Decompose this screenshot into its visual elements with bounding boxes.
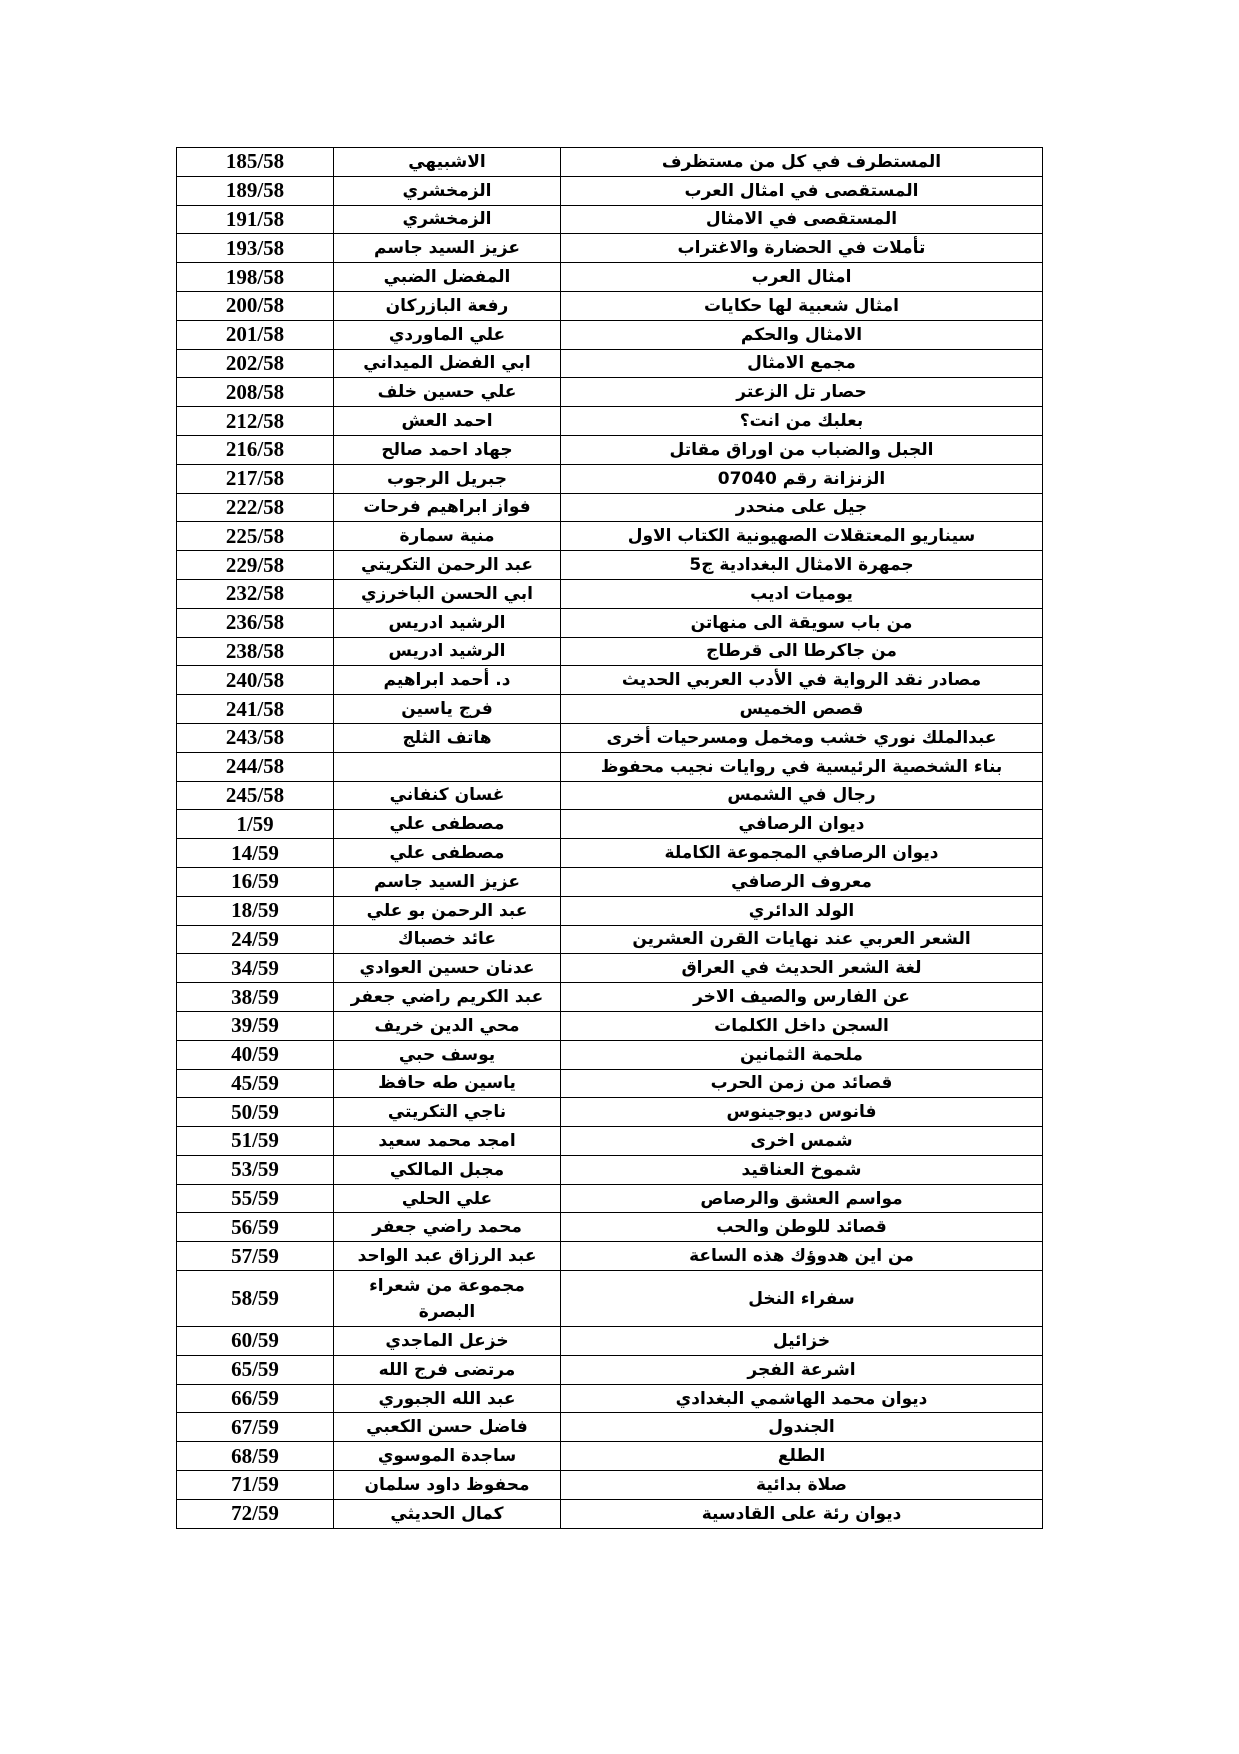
title-cell: المستقصى في امثال العرب <box>561 176 1043 205</box>
code-cell: 55/59 <box>177 1184 334 1213</box>
catalog-body <box>177 148 1043 1529</box>
table-row <box>177 1184 1043 1213</box>
author-cell: هاتف الثلج <box>334 723 561 752</box>
author-cell: عبد الله الجبوري <box>334 1384 561 1413</box>
author-cell: علي حسين خلف <box>334 378 561 407</box>
title-cell: فانوس ديوجينوس <box>561 1098 1043 1127</box>
author-cell: ياسين طه حافظ <box>334 1069 561 1098</box>
author-cell: فرج ياسين <box>334 695 561 724</box>
code-cell: 51/59 <box>177 1127 334 1156</box>
author-cell: جهاد احمد صالح <box>334 435 561 464</box>
title-cell: حصار تل الزعتر <box>561 378 1043 407</box>
code-cell: 39/59 <box>177 1011 334 1040</box>
author-cell: عزيز السيد جاسم <box>334 867 561 896</box>
author-cell: محمد راضي جعفر <box>334 1213 561 1242</box>
title-cell: مواسم العشق والرصاص <box>561 1184 1043 1213</box>
code-cell: 58/59 <box>177 1271 334 1327</box>
code-cell: 217/58 <box>177 464 334 493</box>
author-cell: فواز ابراهيم فرحات <box>334 493 561 522</box>
code-cell: 243/58 <box>177 723 334 752</box>
author-cell: كمال الحديثي <box>334 1499 561 1528</box>
title-cell: من جاكرطا الى قرطاج <box>561 637 1043 666</box>
code-cell: 191/58 <box>177 205 334 234</box>
table-row <box>177 1155 1043 1184</box>
title-cell: سفراء النخل <box>561 1271 1043 1327</box>
table-row <box>177 1098 1043 1127</box>
table-row <box>177 1271 1043 1327</box>
table-row <box>177 1040 1043 1069</box>
table-row <box>177 666 1043 695</box>
author-cell: مصطفى علي <box>334 839 561 868</box>
code-cell: 225/58 <box>177 522 334 551</box>
title-cell: خزائيل <box>561 1327 1043 1356</box>
table-row <box>177 1442 1043 1471</box>
table-row <box>177 263 1043 292</box>
table-row <box>177 896 1043 925</box>
code-cell: 67/59 <box>177 1413 334 1442</box>
author-cell: عزيز السيد جاسم <box>334 234 561 263</box>
table-row <box>177 867 1043 896</box>
title-cell: معروف الرصافي <box>561 867 1043 896</box>
author-cell: عبد الكريم راضي جعفر <box>334 983 561 1012</box>
title-cell: من اين هدوؤك هذه الساعة <box>561 1242 1043 1271</box>
code-cell: 72/59 <box>177 1499 334 1528</box>
table-row <box>177 925 1043 954</box>
title-cell: عبدالملك نوري خشب ومخمل ومسرحيات أخرى <box>561 723 1043 752</box>
table-row <box>177 205 1043 234</box>
code-cell: 185/58 <box>177 148 334 177</box>
title-cell: شمس اخرى <box>561 1127 1043 1156</box>
title-cell: السجن داخل الكلمات <box>561 1011 1043 1040</box>
code-cell: 60/59 <box>177 1327 334 1356</box>
author-cell: امجد محمد سعيد <box>334 1127 561 1156</box>
code-cell: 50/59 <box>177 1098 334 1127</box>
author-cell: د. أحمد ابراهيم <box>334 666 561 695</box>
table-row <box>177 1242 1043 1271</box>
code-cell: 1/59 <box>177 810 334 839</box>
table-row <box>177 234 1043 263</box>
table-row <box>177 637 1043 666</box>
title-cell: بناء الشخصية الرئيسية في روايات نجيب محفوظ <box>561 752 1043 781</box>
author-cell: احمد العش <box>334 407 561 436</box>
table-row <box>177 1413 1043 1442</box>
author-cell: ناجي التكريتي <box>334 1098 561 1127</box>
table-row <box>177 579 1043 608</box>
table-row <box>177 1499 1043 1528</box>
code-cell: 238/58 <box>177 637 334 666</box>
code-cell: 232/58 <box>177 579 334 608</box>
code-cell: 200/58 <box>177 291 334 320</box>
author-cell: ابي الحسن الباخرزي <box>334 579 561 608</box>
title-cell: الجندول <box>561 1413 1043 1442</box>
author-cell <box>334 752 561 781</box>
title-cell: لغة الشعر الحديث في العراق <box>561 954 1043 983</box>
title-cell: قصائد للوطن والحب <box>561 1213 1043 1242</box>
table-row <box>177 378 1043 407</box>
table-row <box>177 551 1043 580</box>
title-cell: مجمع الامثال <box>561 349 1043 378</box>
code-cell: 198/58 <box>177 263 334 292</box>
table-row <box>177 320 1043 349</box>
table-row <box>177 1069 1043 1098</box>
title-cell: امثال شعبية لها حكايات <box>561 291 1043 320</box>
title-cell: جمهرة الامثال البغدادية ج5 <box>561 551 1043 580</box>
author-cell: محفوظ داود سلمان <box>334 1471 561 1500</box>
title-cell: ديوان الرصافي المجموعة الكاملة <box>561 839 1043 868</box>
author-cell: المفضل الضبي <box>334 263 561 292</box>
table-row <box>177 608 1043 637</box>
author-cell: عبد الرحمن التكريتي <box>334 551 561 580</box>
table-row <box>177 435 1043 464</box>
title-cell: من باب سويقة الى منهاتن <box>561 608 1043 637</box>
author-cell: منية سمارة <box>334 522 561 551</box>
author-cell: فاضل حسن الكعبي <box>334 1413 561 1442</box>
author-cell: مجبل المالكي <box>334 1155 561 1184</box>
author-cell: عبد الرحمن بو علي <box>334 896 561 925</box>
author-cell: محي الدين خريف <box>334 1011 561 1040</box>
table-row <box>177 349 1043 378</box>
title-cell: ديوان الرصافي <box>561 810 1043 839</box>
code-cell: 240/58 <box>177 666 334 695</box>
author-cell: الزمخشري <box>334 205 561 234</box>
title-cell: بعلبك من انت؟ <box>561 407 1043 436</box>
title-cell: تأملات في الحضارة والاغتراب <box>561 234 1043 263</box>
code-cell: 34/59 <box>177 954 334 983</box>
code-cell: 241/58 <box>177 695 334 724</box>
table-row <box>177 1213 1043 1242</box>
table-row <box>177 1127 1043 1156</box>
code-cell: 18/59 <box>177 896 334 925</box>
table-row <box>177 695 1043 724</box>
title-cell: الجبل والضباب من اوراق مقاتل <box>561 435 1043 464</box>
author-cell: علي الماوردي <box>334 320 561 349</box>
author-cell: الاشبيهي <box>334 148 561 177</box>
title-cell: ديوان رئة على القادسية <box>561 1499 1043 1528</box>
code-cell: 53/59 <box>177 1155 334 1184</box>
code-cell: 16/59 <box>177 867 334 896</box>
table-row <box>177 522 1043 551</box>
title-cell: ديوان محمد الهاشمي البغدادي <box>561 1384 1043 1413</box>
title-cell: عن الفارس والصيف الاخر <box>561 983 1043 1012</box>
title-cell: سيناريو المعتقلات الصهيونية الكتاب الاول <box>561 522 1043 551</box>
table-row <box>177 752 1043 781</box>
title-cell: قصص الخميس <box>561 695 1043 724</box>
title-cell: الشعر العربي عند نهايات القرن العشرين <box>561 925 1043 954</box>
title-cell: امثال العرب <box>561 263 1043 292</box>
table-row <box>177 810 1043 839</box>
title-cell: ملحمة الثمانين <box>561 1040 1043 1069</box>
author-cell: الزمخشري <box>334 176 561 205</box>
table-row <box>177 983 1043 1012</box>
code-cell: 68/59 <box>177 1442 334 1471</box>
table-row <box>177 781 1043 810</box>
title-cell: الولد الدائري <box>561 896 1043 925</box>
code-cell: 38/59 <box>177 983 334 1012</box>
author-cell: ساجدة الموسوي <box>334 1442 561 1471</box>
code-cell: 71/59 <box>177 1471 334 1500</box>
author-cell: عبد الرزاق عبد الواحد <box>334 1242 561 1271</box>
title-cell: المستطرف في كل من مستظرف <box>561 148 1043 177</box>
table-row <box>177 407 1043 436</box>
title-cell: الامثال والحكم <box>561 320 1043 349</box>
code-cell: 65/59 <box>177 1355 334 1384</box>
code-cell: 236/58 <box>177 608 334 637</box>
code-cell: 222/58 <box>177 493 334 522</box>
author-cell: رفعة البازركان <box>334 291 561 320</box>
title-cell: قصائد من زمن الحرب <box>561 1069 1043 1098</box>
code-cell: 216/58 <box>177 435 334 464</box>
title-cell: شموخ العناقيد <box>561 1155 1043 1184</box>
code-cell: 244/58 <box>177 752 334 781</box>
table-row <box>177 493 1043 522</box>
code-cell: 212/58 <box>177 407 334 436</box>
table-row <box>177 1327 1043 1356</box>
code-cell: 229/58 <box>177 551 334 580</box>
code-cell: 202/58 <box>177 349 334 378</box>
code-cell: 14/59 <box>177 839 334 868</box>
table-row <box>177 1011 1043 1040</box>
title-cell: الطلع <box>561 1442 1043 1471</box>
code-cell: 24/59 <box>177 925 334 954</box>
author-cell: عائد خصباك <box>334 925 561 954</box>
title-cell: مصادر نقد الرواية في الأدب العربي الحديث <box>561 666 1043 695</box>
code-cell: 245/58 <box>177 781 334 810</box>
code-cell: 45/59 <box>177 1069 334 1098</box>
author-cell: مجموعة من شعراء البصرة <box>334 1271 561 1327</box>
title-cell: صلاة بدائية <box>561 1471 1043 1500</box>
code-cell: 208/58 <box>177 378 334 407</box>
author-cell: جبريل الرجوب <box>334 464 561 493</box>
table-row <box>177 291 1043 320</box>
author-cell: عدنان حسين العوادي <box>334 954 561 983</box>
author-cell: الرشيد ادريس <box>334 637 561 666</box>
title-cell: جيل على منحدر <box>561 493 1043 522</box>
table-row <box>177 464 1043 493</box>
code-cell: 57/59 <box>177 1242 334 1271</box>
table-row <box>177 1355 1043 1384</box>
table-row <box>177 148 1043 177</box>
book-catalog-table <box>176 147 1043 1529</box>
author-cell: غسان كنفاني <box>334 781 561 810</box>
author-cell: مرتضى فرج الله <box>334 1355 561 1384</box>
title-cell: اشرعة الفجر <box>561 1355 1043 1384</box>
title-cell: يوميات اديب <box>561 579 1043 608</box>
author-cell: علي الحلي <box>334 1184 561 1213</box>
author-cell: مصطفى علي <box>334 810 561 839</box>
title-cell: المستقصى في الامثال <box>561 205 1043 234</box>
author-cell: الرشيد ادريس <box>334 608 561 637</box>
code-cell: 56/59 <box>177 1213 334 1242</box>
author-cell: ابي الفضل الميداني <box>334 349 561 378</box>
table-row <box>177 176 1043 205</box>
title-cell: رجال في الشمس <box>561 781 1043 810</box>
table-row <box>177 723 1043 752</box>
table-row <box>177 1384 1043 1413</box>
title-cell: الزنزانة رقم 07040 <box>561 464 1043 493</box>
code-cell: 201/58 <box>177 320 334 349</box>
table-row <box>177 954 1043 983</box>
table-row <box>177 1471 1043 1500</box>
code-cell: 189/58 <box>177 176 334 205</box>
author-cell: خزعل الماجدي <box>334 1327 561 1356</box>
table-row <box>177 839 1043 868</box>
author-cell: يوسف حبي <box>334 1040 561 1069</box>
code-cell: 193/58 <box>177 234 334 263</box>
code-cell: 40/59 <box>177 1040 334 1069</box>
code-cell: 66/59 <box>177 1384 334 1413</box>
